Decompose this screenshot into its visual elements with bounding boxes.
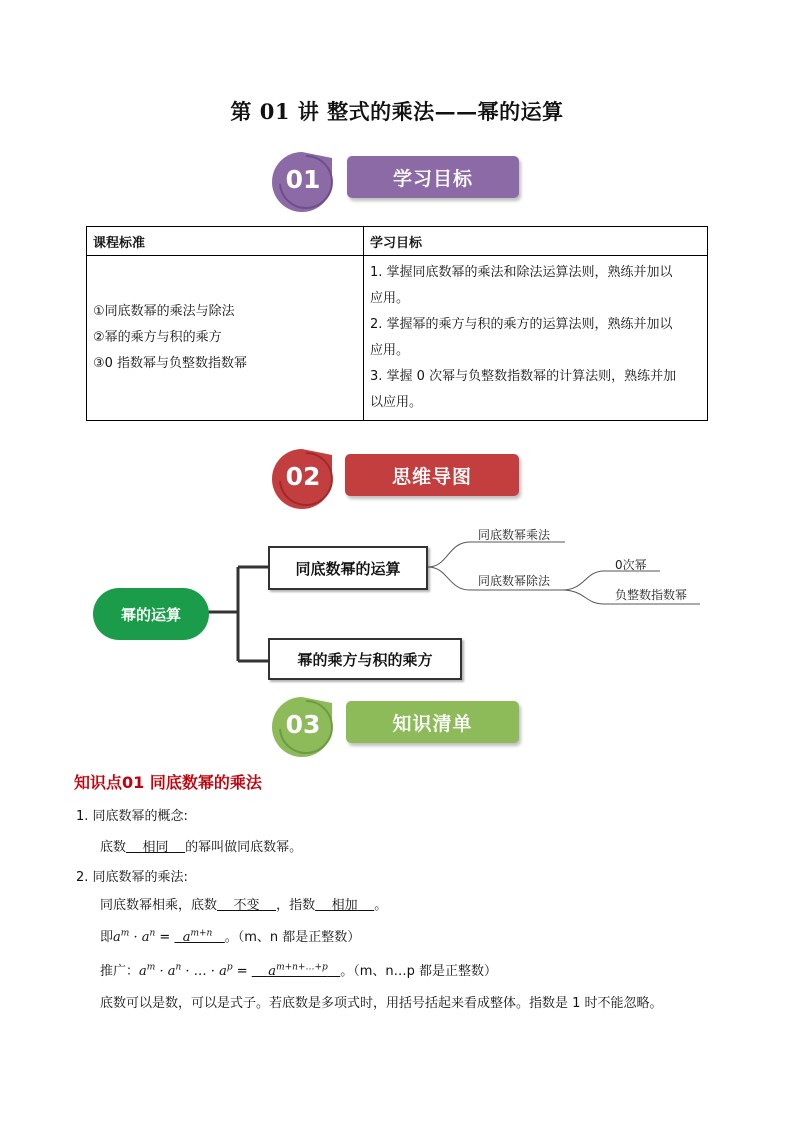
standards-cell [87, 256, 364, 421]
item1-sentence [100, 836, 302, 855]
target-line: 以应用。 [370, 395, 423, 410]
target-line: 应用。 [370, 343, 410, 358]
section-label: 思维导图 [345, 454, 519, 496]
mind-map-branch-power: 幂的乘方与积的乘方 [268, 638, 462, 680]
section-banner-02 [270, 447, 526, 509]
standard-item: ①同底数幂的乘法与除法 [93, 304, 235, 319]
general-formula-line: 推广：$a^m \cdot a^n$ · … · $a^p$ = $a^{m+n+\dots+p}$ 。（m、n…p 都是正整数） [100, 962, 497, 979]
goals-table [86, 226, 708, 421]
standard-item: ②幂的乘方与积的乘方 [93, 330, 222, 345]
knowledge-note: 底数可以是数，可以是式子。若底数是多项式时，用括号括起来看成整体。指数是 1 时不能忽略。 [100, 996, 663, 1011]
mind-map-root: 幂的运算 [93, 588, 209, 640]
table-header-standard: 课程标准 [87, 227, 364, 256]
item2-title: 2. 同底数幂的乘法: [76, 870, 188, 885]
knowledge-point-title: 知识点01 同底数幂的乘法 [74, 773, 262, 792]
item1-post: 的幂叫做同底数幂。 [185, 840, 303, 855]
target-line: 1. 掌握同底数幂的乘法和除法运算法则，熟练并加以 [370, 265, 673, 280]
mind-map-leaf-negative-power: 负整数指数幂 [615, 588, 688, 602]
mind-map-leaf-divide: 同底数幂除法 [478, 574, 551, 588]
blank-answer: 相加 [331, 898, 358, 913]
targets-cell [364, 256, 708, 421]
page-title: 第 01 讲 整式的乘法——幂的运算 [230, 99, 564, 124]
item2-rule: 同底数幂相乘，底数 不变 ，指数 相加 。 [100, 898, 388, 913]
target-line: 应用。 [370, 291, 410, 306]
mind-map-branch-same-base: 同底数幂的运算 [268, 546, 428, 590]
item1-pre: 底数 [100, 840, 127, 855]
table-header-target: 学习目标 [364, 227, 708, 256]
formula-line: 即$a^m \cdot a^n = a^{m+n}$ 。（m、n 都是正整数） [100, 928, 361, 945]
blank-answer: 不变 [233, 898, 260, 913]
section-banner-03 [270, 695, 526, 757]
section-label: 知识清单 [346, 701, 519, 743]
section-number: 02 [285, 462, 321, 491]
target-line: 2. 掌握幂的乘方与积的乘方的运算法则，熟练并加以 [370, 317, 673, 332]
mind-map-leaf-multiply: 同底数幂乘法 [478, 528, 551, 542]
section-number: 01 [285, 165, 321, 194]
section-label: 学习目标 [347, 156, 519, 198]
section-number: 03 [285, 710, 321, 739]
item1-title: 1. 同底数幂的概念: [76, 809, 188, 824]
target-line: 3. 掌握 0 次幂与负整数指数幂的计算法则，熟练并加 [370, 369, 677, 384]
mind-map-leaf-zero-power: 0次幂 [615, 558, 647, 572]
blank-answer: 相同 [142, 840, 169, 855]
section-banner-01 [270, 150, 526, 212]
standard-item: ③0 指数幂与负整数指数幂 [93, 356, 248, 371]
